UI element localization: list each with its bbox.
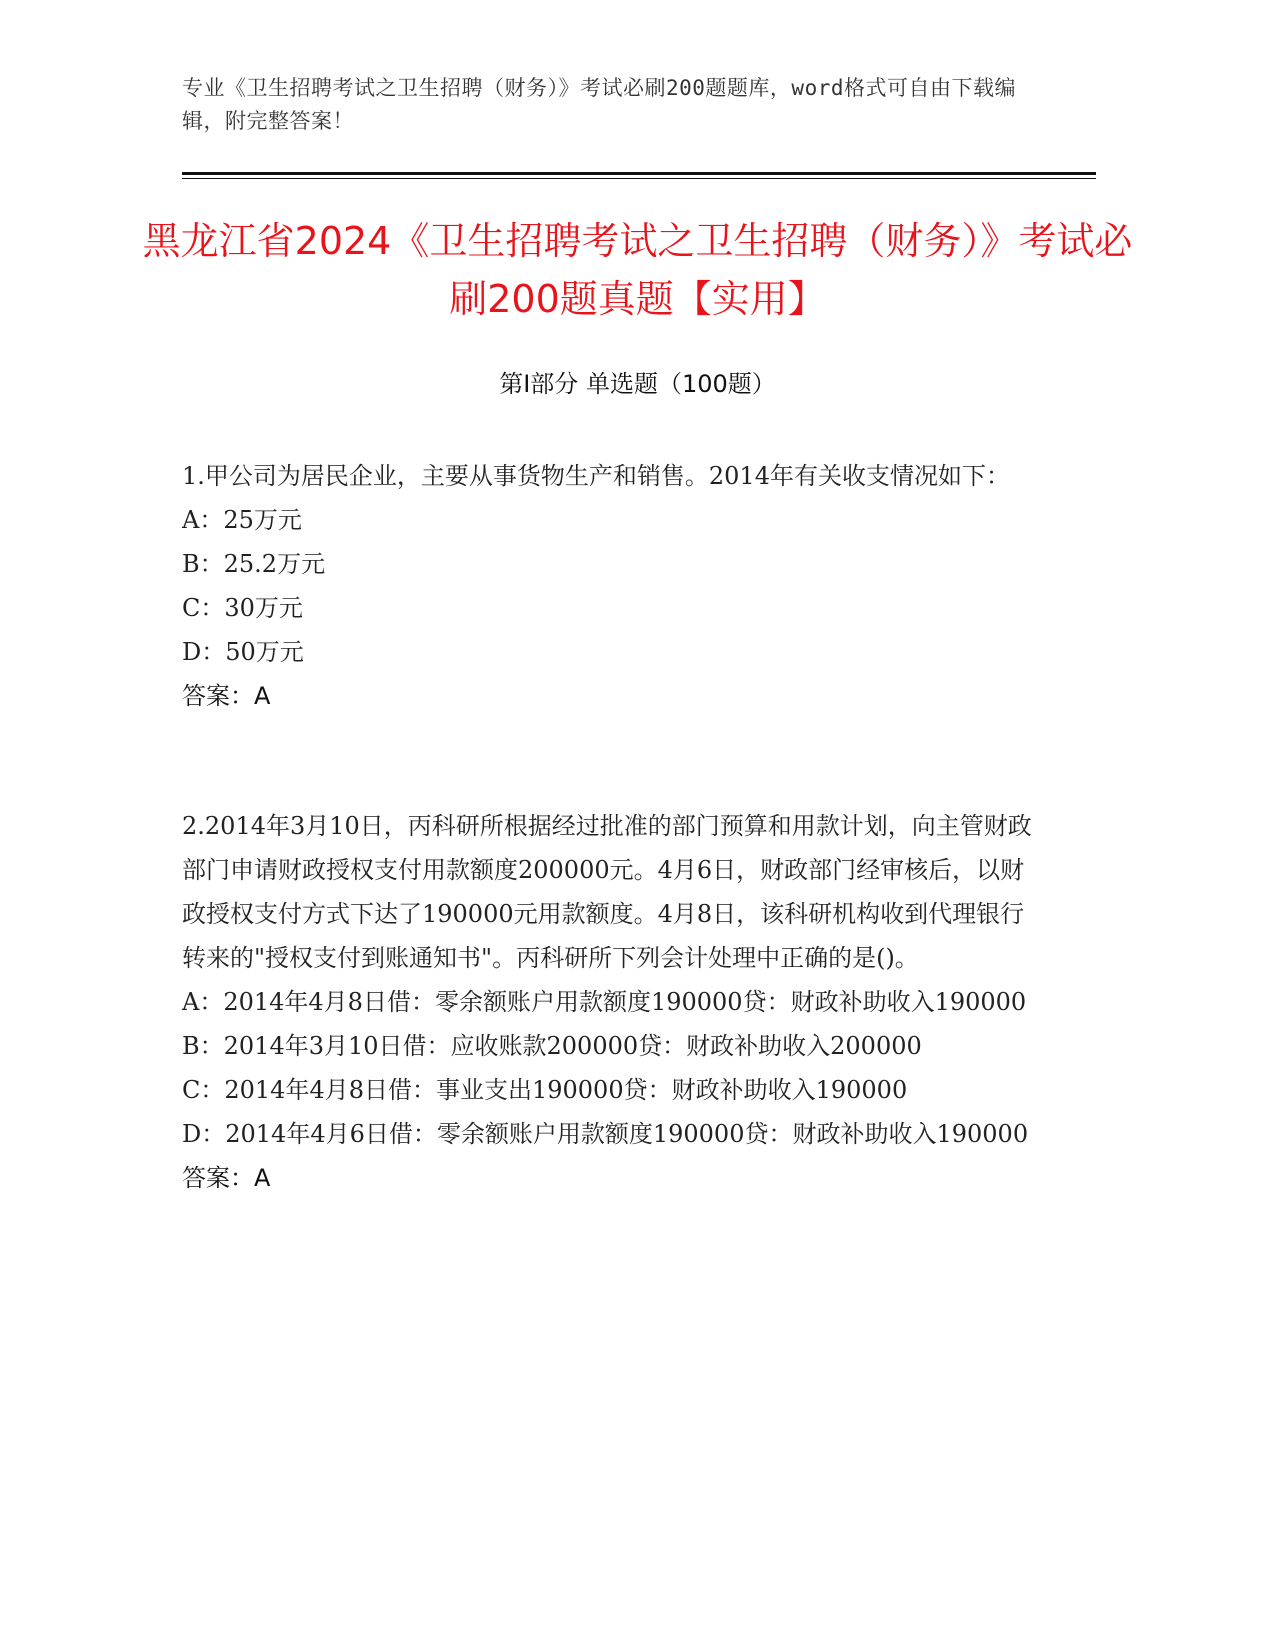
answer: 答案：A: [182, 1164, 271, 1192]
header-rule-thin: [182, 178, 1096, 179]
answer: 答案：A: [182, 682, 271, 710]
option-d: D：50万元: [182, 638, 304, 666]
option-b: B：25.2万元: [182, 550, 326, 578]
option-a: A：25万元: [182, 506, 302, 534]
question-2: [182, 804, 1032, 1200]
document-title: 黑龙江省2024《卫生招聘考试之卫生招聘（财务）》考试必刷200题真题【实用】: [142, 219, 1133, 321]
section-title: 第I部分 单选题（100题）: [499, 370, 776, 398]
header-rule-thick: [182, 172, 1096, 175]
option-d: D：2014年4月6日借：零余额账户用款额度190000贷：财政补助收入190000: [182, 1120, 1029, 1148]
question-1: [182, 454, 1032, 718]
option-c: C：2014年4月8日借：事业支出190000贷：财政补助收入190000: [182, 1076, 908, 1104]
option-a: A：2014年4月8日借：零余额账户用款额度190000贷：财政补助收入190000: [182, 988, 1027, 1016]
question-stem: 2.2014年3月10日，丙科研所根据经过批准的部门预算和用款计划，向主管财政部门申请财政授权支付用款额度200000元。4月6日，财政部门经审核后，以财政授权支付方式下达了190000元用款额度。4月8日，该科研机构收到代理银行转来的"授权支付到账通知书"。丙科研所下列会计处理中正确的是()。: [182, 812, 1032, 972]
header-note: 专业《卫生招聘考试之卫生招聘（财务）》考试必刷200题题库，word格式可自由下载编辑，附完整答案！: [182, 76, 1016, 133]
question-stem: 1.甲公司为居民企业，主要从事货物生产和销售。2014年有关收支情况如下：: [182, 462, 1010, 490]
option-c: C：30万元: [182, 594, 303, 622]
option-b: B：2014年3月10日借：应收账款200000贷：财政补助收入200000: [182, 1032, 922, 1060]
